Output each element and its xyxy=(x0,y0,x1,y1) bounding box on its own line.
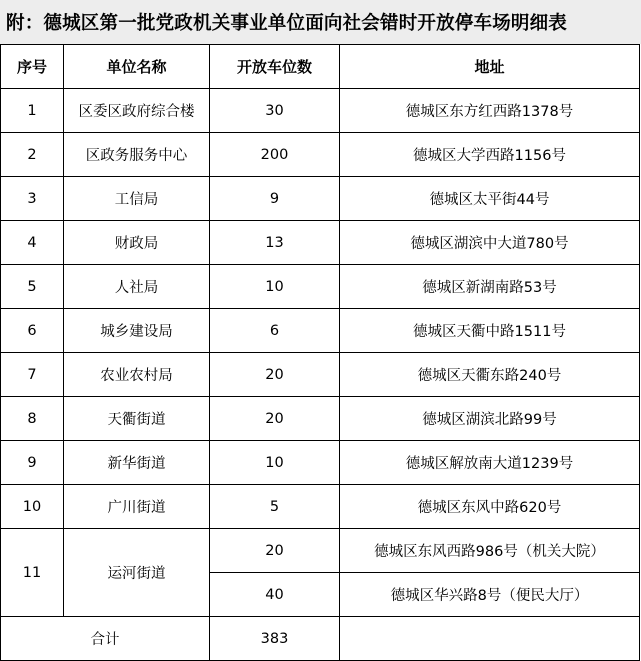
table-row xyxy=(1,177,640,221)
cell-address: 德城区新湖南路53号 xyxy=(340,265,640,309)
cell-spaces: 13 xyxy=(210,221,340,265)
cell-spaces: 5 xyxy=(210,485,340,529)
cell-address: 德城区华兴路8号（便民大厅） xyxy=(340,573,640,617)
header-spaces: 开放车位数 xyxy=(210,45,340,89)
header-seq: 序号 xyxy=(1,45,64,89)
cell-spaces: 200 xyxy=(210,133,340,177)
header-address: 地址 xyxy=(340,45,640,89)
cell-unit: 广川街道 xyxy=(64,485,210,529)
cell-seq: 5 xyxy=(1,265,64,309)
table-row xyxy=(1,89,640,133)
table-header-row xyxy=(1,45,640,89)
cell-unit: 人社局 xyxy=(64,265,210,309)
table-row xyxy=(1,485,640,529)
cell-seq: 4 xyxy=(1,221,64,265)
cell-spaces: 30 xyxy=(210,89,340,133)
table-row xyxy=(1,397,640,441)
cell-unit: 城乡建设局 xyxy=(64,309,210,353)
cell-spaces: 6 xyxy=(210,309,340,353)
cell-unit: 区委区政府综合楼 xyxy=(64,89,210,133)
cell-address: 德城区湖滨北路99号 xyxy=(340,397,640,441)
cell-address: 德城区东方红西路1378号 xyxy=(340,89,640,133)
cell-address: 德城区天衢东路240号 xyxy=(340,353,640,397)
cell-unit: 天衢街道 xyxy=(64,397,210,441)
cell-spaces: 9 xyxy=(210,177,340,221)
cell-seq: 9 xyxy=(1,441,64,485)
table-row xyxy=(1,353,640,397)
cell-spaces: 20 xyxy=(210,529,340,573)
table-row xyxy=(1,441,640,485)
cell-address: 德城区东风中路620号 xyxy=(340,485,640,529)
cell-spaces: 40 xyxy=(210,573,340,617)
cell-address: 德城区东风西路986号（机关大院） xyxy=(340,529,640,573)
total-address xyxy=(340,617,640,661)
table-row xyxy=(1,265,640,309)
cell-seq: 1 xyxy=(1,89,64,133)
cell-spaces: 20 xyxy=(210,397,340,441)
parking-table xyxy=(0,44,640,661)
total-row xyxy=(1,617,640,661)
table-row xyxy=(1,309,640,353)
cell-seq: 8 xyxy=(1,397,64,441)
cell-address: 德城区解放南大道1239号 xyxy=(340,441,640,485)
cell-unit: 运河街道 xyxy=(64,529,210,617)
cell-address: 德城区大学西路1156号 xyxy=(340,133,640,177)
cell-spaces: 10 xyxy=(210,265,340,309)
cell-seq: 6 xyxy=(1,309,64,353)
cell-seq: 10 xyxy=(1,485,64,529)
cell-unit: 工信局 xyxy=(64,177,210,221)
table-row xyxy=(1,133,640,177)
table-row xyxy=(1,529,640,573)
cell-address: 德城区湖滨中大道780号 xyxy=(340,221,640,265)
table-row xyxy=(1,221,640,265)
cell-unit: 新华街道 xyxy=(64,441,210,485)
cell-unit: 农业农村局 xyxy=(64,353,210,397)
table-body xyxy=(1,89,640,661)
cell-seq: 7 xyxy=(1,353,64,397)
total-spaces: 383 xyxy=(210,617,340,661)
header-unit: 单位名称 xyxy=(64,45,210,89)
cell-address: 德城区天衢中路1511号 xyxy=(340,309,640,353)
cell-seq: 3 xyxy=(1,177,64,221)
cell-spaces: 10 xyxy=(210,441,340,485)
cell-unit: 区政务服务中心 xyxy=(64,133,210,177)
cell-seq: 11 xyxy=(1,529,64,617)
page-title: 附：德城区第一批党政机关事业单位面向社会错时开放停车场明细表 xyxy=(0,0,641,44)
cell-spaces: 20 xyxy=(210,353,340,397)
total-label: 合计 xyxy=(1,617,210,661)
cell-seq: 2 xyxy=(1,133,64,177)
cell-address: 德城区太平街44号 xyxy=(340,177,640,221)
cell-unit: 财政局 xyxy=(64,221,210,265)
